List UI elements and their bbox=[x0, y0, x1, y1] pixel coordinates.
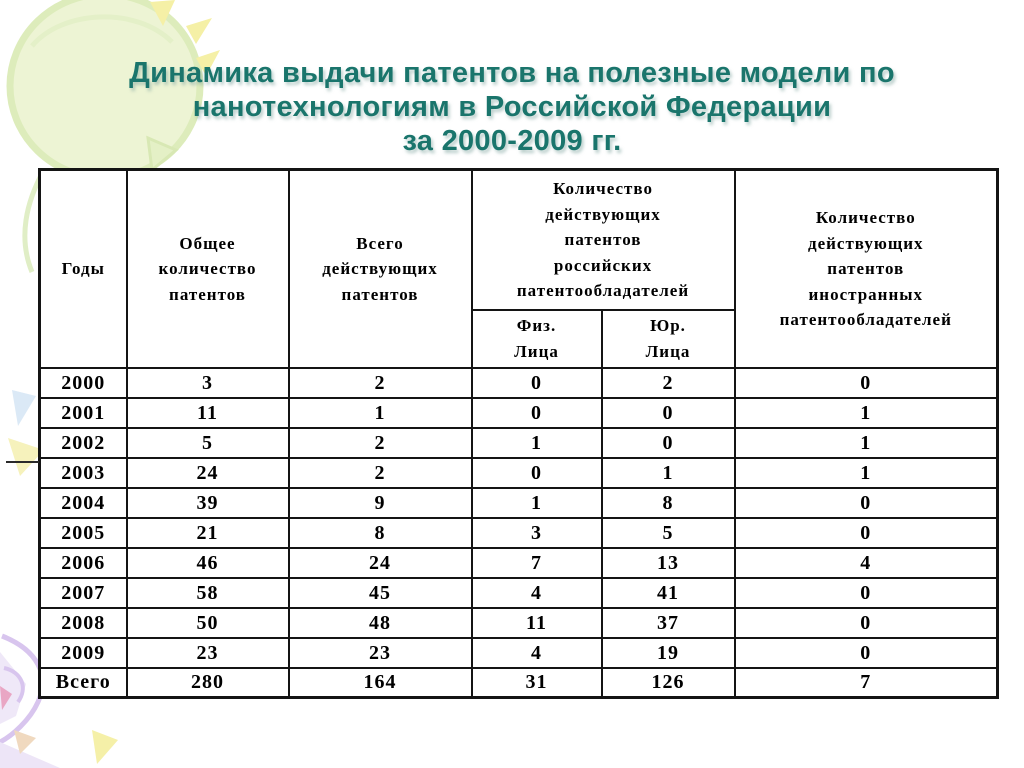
col-header-total-patents bbox=[127, 170, 289, 368]
header-line: Лица bbox=[514, 341, 559, 361]
cell-year: 2007 bbox=[40, 578, 127, 608]
cell-total-patents: 23 bbox=[127, 638, 289, 668]
cell-legal-entities: 13 bbox=[602, 548, 735, 578]
col-header-foreign bbox=[735, 170, 998, 368]
cell-total-patents: 3 bbox=[127, 368, 289, 398]
cell-active-patents: 164 bbox=[289, 668, 472, 698]
cell-active-patents: 8 bbox=[289, 518, 472, 548]
table-row bbox=[40, 488, 998, 518]
cell-individuals: 1 bbox=[472, 488, 602, 518]
col-header-years: Годы bbox=[40, 170, 127, 368]
cell-individuals: 4 bbox=[472, 638, 602, 668]
left-tick-mark bbox=[6, 461, 39, 463]
triangle-blue-icon bbox=[12, 390, 36, 426]
slide-title-line-1: Динамика выдачи патентов на полезные модели по bbox=[129, 57, 895, 89]
cell-total-patents: 11 bbox=[127, 398, 289, 428]
cell-legal-entities: 1 bbox=[602, 458, 735, 488]
cell-legal-entities: 8 bbox=[602, 488, 735, 518]
cell-legal-entities: 0 bbox=[602, 428, 735, 458]
cell-total-patents: 5 bbox=[127, 428, 289, 458]
cell-total-patents: 24 bbox=[127, 458, 289, 488]
header-line: действующих bbox=[807, 233, 924, 253]
header-line: действующих bbox=[545, 204, 661, 224]
cell-legal-entities: 19 bbox=[602, 638, 735, 668]
table-row bbox=[40, 638, 998, 668]
cell-active-patents: 9 bbox=[289, 488, 472, 518]
cell-total-patents: 280 bbox=[127, 668, 289, 698]
cell-individuals: 31 bbox=[472, 668, 602, 698]
cell-total-patents: 50 bbox=[127, 608, 289, 638]
cell-year: 2004 bbox=[40, 488, 127, 518]
cell-active-patents: 24 bbox=[289, 548, 472, 578]
header-line: патентообладателей bbox=[516, 281, 690, 300]
table-row bbox=[40, 458, 998, 488]
cell-legal-entities: 126 bbox=[602, 668, 735, 698]
slide-title-line-3: за 2000-2009 гг. bbox=[402, 125, 622, 157]
table-row bbox=[40, 518, 998, 548]
cell-active-patents: 1 bbox=[289, 398, 472, 428]
cell-foreign: 0 bbox=[735, 518, 998, 548]
header-line: патентов bbox=[169, 284, 246, 304]
cell-individuals: 0 bbox=[472, 398, 602, 428]
cell-individuals: 11 bbox=[472, 608, 602, 638]
cell-legal-entities: 2 bbox=[602, 368, 735, 398]
cell-active-patents: 2 bbox=[289, 458, 472, 488]
header-line: Всего bbox=[356, 233, 404, 253]
cell-foreign: 0 bbox=[735, 368, 998, 398]
table-total-row bbox=[40, 668, 998, 698]
header-line: патентов bbox=[341, 284, 419, 304]
cell-individuals: 1 bbox=[472, 428, 602, 458]
table-row bbox=[40, 368, 998, 398]
cell-year: 2000 bbox=[40, 368, 127, 398]
sparkle-yellow-bottom-icon bbox=[92, 730, 118, 764]
header-line: Юр. bbox=[650, 316, 686, 335]
header-line: патентов bbox=[827, 259, 905, 278]
cell-individuals: 4 bbox=[472, 578, 602, 608]
cell-individuals: 3 bbox=[472, 518, 602, 548]
col-header-total-active bbox=[289, 170, 472, 368]
cell-foreign: 0 bbox=[735, 578, 998, 608]
cell-legal-entities: 37 bbox=[602, 608, 735, 638]
table-row bbox=[40, 428, 998, 458]
header-line: Общее bbox=[179, 233, 236, 253]
cell-foreign: 0 bbox=[735, 608, 998, 638]
cell-foreign: 0 bbox=[735, 638, 998, 668]
cell-foreign: 0 bbox=[735, 488, 998, 518]
header-line: действующих bbox=[322, 259, 438, 278]
cell-year: 2002 bbox=[40, 428, 127, 458]
cell-individuals: 0 bbox=[472, 458, 602, 488]
col-header-russian-group bbox=[472, 170, 735, 310]
cell-foreign: 1 bbox=[735, 398, 998, 428]
header-line: Физ. bbox=[516, 316, 557, 335]
cell-active-patents: 23 bbox=[289, 638, 472, 668]
cell-year: 2001 bbox=[40, 398, 127, 428]
cell-foreign: 1 bbox=[735, 428, 998, 458]
cell-active-patents: 2 bbox=[289, 368, 472, 398]
cell-active-patents: 45 bbox=[289, 578, 472, 608]
cell-individuals: 7 bbox=[472, 548, 602, 578]
table-header-row bbox=[40, 170, 998, 310]
slide-title-line-2: нанотехнологиям в Российской Федерации bbox=[192, 91, 832, 123]
cell-total-patents: 21 bbox=[127, 518, 289, 548]
cell-individuals: 0 bbox=[472, 368, 602, 398]
cell-year: 2008 bbox=[40, 608, 127, 638]
cell-legal-entities: 5 bbox=[602, 518, 735, 548]
cell-active-patents: 2 bbox=[289, 428, 472, 458]
header-line: Количество bbox=[815, 208, 916, 227]
cell-year: 2003 bbox=[40, 458, 127, 488]
col-header-individuals bbox=[472, 310, 602, 368]
cell-foreign: 7 bbox=[735, 668, 998, 698]
table-row bbox=[40, 398, 998, 428]
cell-legal-entities: 0 bbox=[602, 398, 735, 428]
cell-year: Всего bbox=[40, 668, 127, 698]
table-row bbox=[40, 578, 998, 608]
cell-year: 2009 bbox=[40, 638, 127, 668]
header-line: Количество bbox=[553, 179, 653, 198]
cell-foreign: 1 bbox=[735, 458, 998, 488]
header-line: патентообладателей bbox=[779, 310, 952, 329]
header-line: иностранных bbox=[808, 284, 924, 304]
header-line: количество bbox=[158, 259, 257, 278]
cell-legal-entities: 41 bbox=[602, 578, 735, 608]
table-row bbox=[40, 608, 998, 638]
header-line: Лица bbox=[645, 341, 691, 361]
patents-table bbox=[38, 168, 999, 699]
header-line: патентов bbox=[564, 230, 642, 249]
slide-title bbox=[0, 56, 1024, 158]
col-header-legal-entities bbox=[602, 310, 735, 368]
cell-foreign: 4 bbox=[735, 548, 998, 578]
cell-total-patents: 46 bbox=[127, 548, 289, 578]
cell-active-patents: 48 bbox=[289, 608, 472, 638]
table-row bbox=[40, 548, 998, 578]
cell-total-patents: 58 bbox=[127, 578, 289, 608]
cell-year: 2006 bbox=[40, 548, 127, 578]
cell-total-patents: 39 bbox=[127, 488, 289, 518]
cell-year: 2005 bbox=[40, 518, 127, 548]
header-line: российских bbox=[553, 255, 653, 275]
